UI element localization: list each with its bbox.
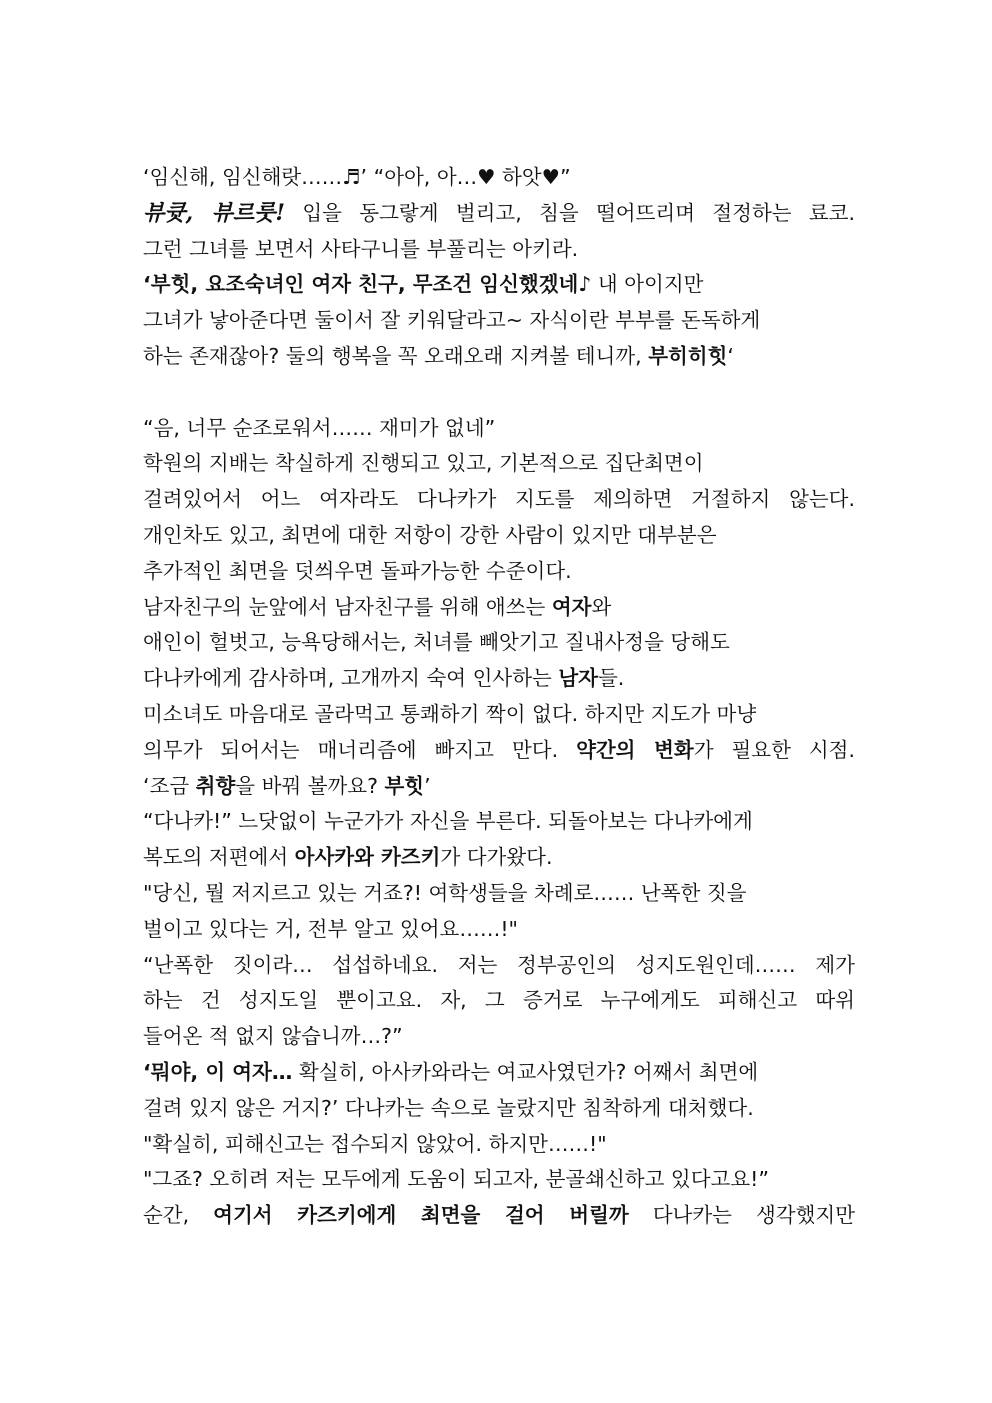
emphasis-text: 약간의 변화: [576, 737, 694, 762]
emphasis-text: ‘뭐야, 이 여자…: [143, 1059, 293, 1084]
emphasis-text: 부힛: [384, 773, 425, 798]
text-line: ‘조금 취향을 바꿔 볼까요? 부힛’: [143, 773, 431, 798]
text-line: 그녀가 낳아준다면 둘이서 잘 키워달라고~ 자식이란 부부를 돈독하게: [143, 308, 761, 333]
text-line: 학원의 지배는 착실하게 진행되고 있고, 기본적으로 집단최면이: [143, 451, 704, 476]
text-line: 걸려있어서 어느 여자라도 다나카가 지도를 제의하면 거절하지 않는다.: [143, 487, 855, 512]
text-line: ‘뭐야, 이 여자… 확실히, 아사카와라는 여교사였던가? 어째서 최면에: [143, 1059, 759, 1084]
text-line: “난폭한 짓이라… 섭섭하네요. 저는 정부공인의 성지도원인데…… 제가: [143, 952, 855, 977]
text-line: 순간, 여기서 카즈키에게 최면을 걸어 버릴까 다나카는 생각했지만: [143, 1203, 855, 1228]
text-line: 의무가 되어서는 매너리즘에 빠지고 만다. 약간의 변화가 필요한 시점.: [143, 737, 855, 762]
text-line: “다나카!” 느닷없이 누군가가 자신을 부른다. 되돌아보는 다나카에게: [143, 809, 753, 834]
emphasis-text: 아사카와 카즈키: [294, 845, 441, 870]
text-line: "그죠? 오히려 저는 모두에게 도움이 되고자, 분골쇄신하고 있다고요!”: [143, 1167, 769, 1192]
text-line: "당신, 뭘 저지르고 있는 거죠?! 여학생들을 차례로…… 난폭한 짓을: [143, 880, 747, 905]
text-line: 걸려 있지 않은 거지?’ 다나카는 속으로 놀랐지만 침착하게 대처했다.: [143, 1095, 754, 1120]
text-line: 벌이고 있다는 거, 전부 알고 있어요……!": [143, 916, 518, 941]
text-line: 하는 존재잖아? 둘의 행복을 꼭 오래오래 지켜볼 테니까, 부히히힛‘: [143, 343, 734, 368]
text-line: 개인차도 있고, 최면에 대한 저항이 강한 사람이 있지만 대부분은: [143, 522, 717, 547]
text-line: 미소녀도 마음대로 골라먹고 통쾌하기 짝이 없다. 하지만 지도가 마냥: [143, 701, 757, 726]
sound-effect-text: 뷰큣, 뷰르룻!: [143, 199, 286, 226]
emphasis-text: 부히히힛: [648, 343, 728, 368]
text-line: 다나카에게 감사하며, 고개까지 숙여 인사하는 남자들.: [143, 666, 625, 691]
text-line: 하는 건 성지도일 뿐이고요. 자, 그 증거로 누구에게도 피해신고 따위: [143, 988, 855, 1013]
emphasis-text: 여기서 카즈키에게 최면을 걸어 버릴까: [213, 1203, 629, 1228]
text-line: 들어온 적 없지 않습니까…?”: [143, 1024, 403, 1049]
emphasis-text: ‘부힛, 요조숙녀인 여자 친구, 무조건 임신했겠네♪: [143, 272, 592, 297]
text-line: 애인이 헐벗고, 능욕당해서는, 처녀를 빼앗기고 질내사정을 당해도: [143, 630, 730, 655]
text-line: 추가적인 최면을 덧씌우면 돌파가능한 수준이다.: [143, 558, 572, 583]
text-line: 뷰큣, 뷰르룻! 입을 동그랗게 벌리고, 침을 떨어뜨리며 절정하는 료코.: [143, 199, 855, 226]
emphasis-text: 남자: [558, 666, 598, 691]
text-line: 남자친구의 눈앞에서 남자친구를 위해 애쓰는 여자와: [143, 594, 612, 619]
paragraph-gap: [143, 375, 855, 411]
body-text: [143, 160, 855, 1234]
text-line: 복도의 저편에서 아사카와 카즈키가 다가왔다.: [143, 845, 553, 870]
text-line: ‘임신해, 임신해랏……♬’ “아아, 아…♥ 하앗♥”: [143, 165, 571, 189]
text-line: ‘부힛, 요조숙녀인 여자 친구, 무조건 임신했겠네♪ 내 아이지만: [143, 272, 704, 297]
emphasis-text: 취향: [195, 773, 236, 798]
emphasis-text: 여자: [551, 594, 592, 619]
text-line: "확실히, 피해신고는 접수되지 않았어. 하지만……!": [143, 1131, 607, 1156]
text-line: 그런 그녀를 보면서 사타구니를 부풀리는 아키라.: [143, 236, 579, 261]
text-line: “음, 너무 순조로워서…… 재미가 없네”: [143, 415, 496, 440]
